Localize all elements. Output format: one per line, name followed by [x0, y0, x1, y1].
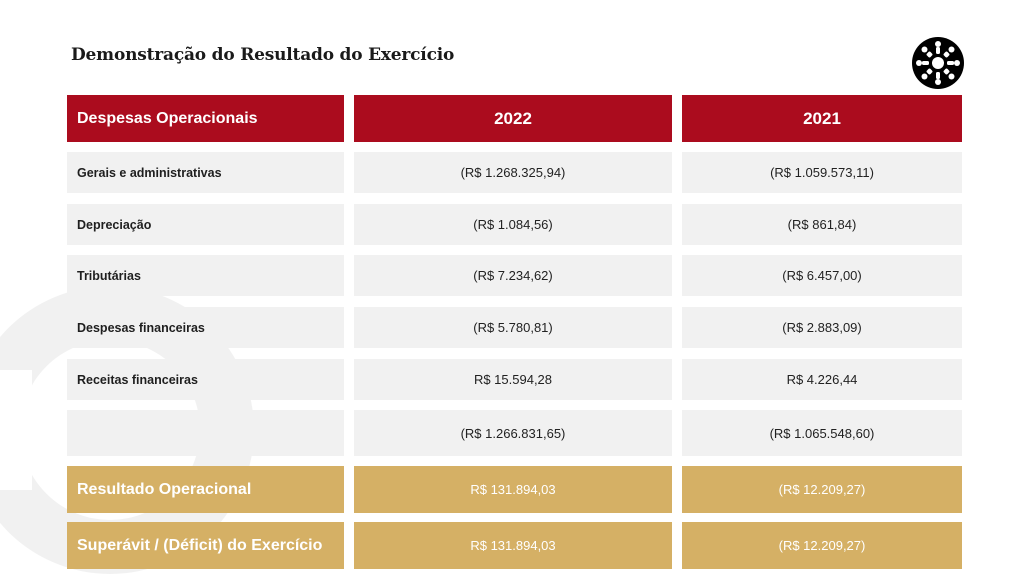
total-value-2021: (R$ 12.209,27): [682, 466, 962, 513]
total-label: Superávit / (Déficit) do Exercício: [67, 522, 344, 569]
total-label: Resultado Operacional: [67, 466, 344, 513]
total-row-surplus-deficit: [67, 522, 962, 569]
total-value-2022: R$ 131.894,03: [354, 466, 672, 513]
row-value-2021: R$ 4.226,44: [682, 359, 962, 400]
header-2021-cell: 2021: [682, 95, 962, 142]
table-row: [67, 359, 962, 400]
total-row-operating-result: [67, 466, 962, 513]
table-row: [67, 307, 962, 348]
table-row: [67, 255, 962, 296]
row-value-2022: (R$ 1.084,56): [354, 204, 672, 245]
row-label: Gerais e administrativas: [67, 152, 344, 193]
header-label-cell: Despesas Operacionais: [67, 95, 344, 142]
row-value-2021: (R$ 1.065.548,60): [682, 410, 962, 456]
row-value-2021: (R$ 861,84): [682, 204, 962, 245]
table-row: [67, 204, 962, 245]
table-row: [67, 152, 962, 193]
row-value-2022: (R$ 7.234,62): [354, 255, 672, 296]
row-label: Tributárias: [67, 255, 344, 296]
row-value-2021: (R$ 1.059.573,11): [682, 152, 962, 193]
row-value-2022: (R$ 5.780,81): [354, 307, 672, 348]
row-value-2021: (R$ 2.883,09): [682, 307, 962, 348]
row-value-2022: R$ 15.594,28: [354, 359, 672, 400]
row-value-2022: (R$ 1.266.831,65): [354, 410, 672, 456]
total-value-2022: R$ 131.894,03: [354, 522, 672, 569]
row-label: Despesas financeiras: [67, 307, 344, 348]
table-row-subtotal: [67, 410, 962, 456]
circle-of-people-logo-icon: [912, 37, 964, 89]
row-label: Depreciação: [67, 204, 344, 245]
row-label: [67, 410, 344, 456]
header-2022-cell: 2022: [354, 95, 672, 142]
table-header-row: [67, 95, 962, 142]
row-value-2021: (R$ 6.457,00): [682, 255, 962, 296]
row-value-2022: (R$ 1.268.325,94): [354, 152, 672, 193]
total-value-2021: (R$ 12.209,27): [682, 522, 962, 569]
page-title: Demonstração do Resultado do Exercício: [71, 45, 455, 65]
row-label: Receitas financeiras: [67, 359, 344, 400]
